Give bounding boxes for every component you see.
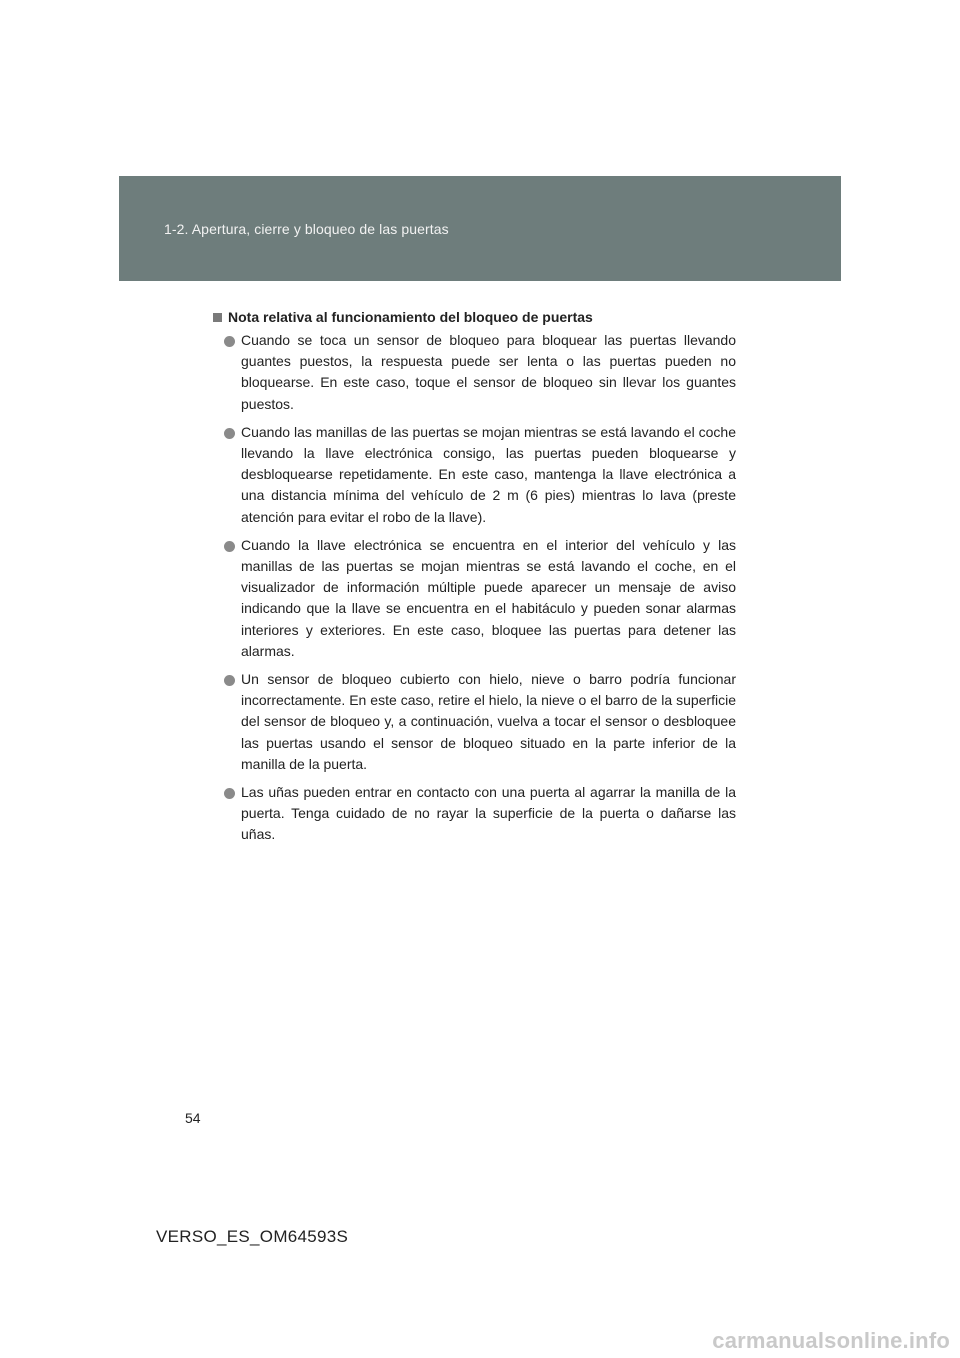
list-item-text: Cuando la llave electrónica se encuentra en el interior del vehículo y las manillas de las puertas se mojan mientras se está lavando el coche, en el visualizador de información múltiple puede aparecer un mensaje de aviso indicando que la llave se encuentra en el habitáculo y pueden sonar alarmas interiores y exteriores. En este caso, bloquee las puertas para detener las alarmas. xyxy=(241,536,736,659)
circle-bullet-icon xyxy=(224,336,235,347)
page-content xyxy=(213,306,736,853)
list-item xyxy=(213,422,736,528)
watermark: carmanualsonline.info xyxy=(712,1328,950,1353)
circle-bullet-icon xyxy=(224,541,235,552)
page-number: 54 xyxy=(185,1110,201,1126)
circle-bullet-icon xyxy=(224,675,235,686)
square-bullet-icon xyxy=(213,313,222,322)
circle-bullet-icon xyxy=(224,788,235,799)
list-item xyxy=(213,330,736,415)
circle-bullet-icon xyxy=(224,428,235,439)
bullet-list xyxy=(213,330,736,846)
chapter-header-band xyxy=(119,176,841,281)
section-heading xyxy=(213,306,736,328)
list-item-text: Cuando se toca un sensor de bloqueo para bloquear las puertas llevando guantes puestos, la respuesta puede ser lenta o las puertas pueden no bloquearse. En este caso, toque el sensor de bloqueo sin llevar los guantes puestos. xyxy=(241,332,736,412)
list-item xyxy=(213,535,736,662)
list-item-text: Un sensor de bloqueo cubierto con hielo, nieve o barro podría funcionar incorrectamente. En este caso, retire el hielo, la nieve o el barro de la superficie del sensor de bloqueo y, a continuación, vuelva a tocar el sensor o desbloquee las puertas usando el sensor de bloqueo situado en la parte inferior de la manilla de la puerta. xyxy=(241,671,736,772)
list-item xyxy=(213,669,736,775)
list-item-text: Las uñas pueden entrar en contacto con una puerta al agarrar la manilla de la puerta. Tenga cuidado de no rayar la superficie de la puerta o dañarse las uñas. xyxy=(241,784,736,843)
list-item-text: Cuando las manillas de las puertas se mojan mientras se está lavando el coche llevando la llave electrónica consigo, las puertas pueden bloquearse y desbloquearse repetidamente. En este caso, mantenga la llave electrónica a una distancia mínima del vehículo de 2 m (6 pies) mientras lo lava (preste atención para evitar el robo de la llave). xyxy=(241,423,736,525)
section-heading-text: Nota relativa al funcionamiento del bloqueo de puertas xyxy=(228,309,593,325)
document-code: VERSO_ES_OM64593S xyxy=(156,1227,349,1246)
list-item xyxy=(213,782,736,846)
chapter-title: 1-2. Apertura, cierre y bloqueo de las puertas xyxy=(164,221,449,237)
